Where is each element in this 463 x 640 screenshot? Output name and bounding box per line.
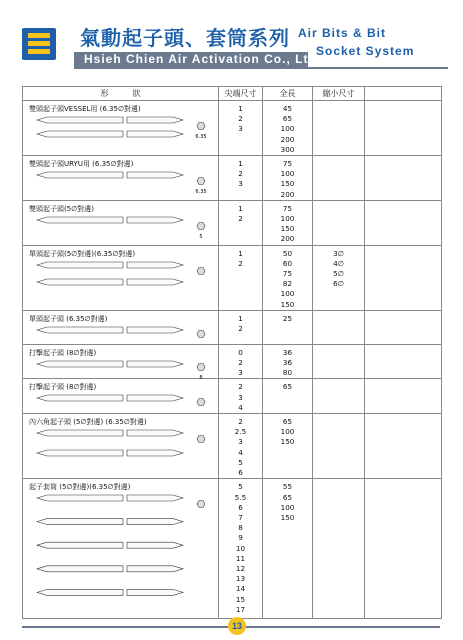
cell-value: 3 xyxy=(238,179,243,189)
bit-shape xyxy=(37,131,183,137)
length-cell xyxy=(263,479,313,619)
bit-shape xyxy=(37,566,183,572)
product-description: 雙頭起子頭(5∅對邊) xyxy=(29,204,95,213)
cell-value: 2 xyxy=(238,358,243,368)
table-row xyxy=(23,156,442,201)
cell-value: 5 xyxy=(238,482,243,492)
blank-cell xyxy=(365,245,442,310)
cell-value: 200 xyxy=(280,189,295,199)
tip-size-cell xyxy=(219,414,263,479)
length-cell xyxy=(263,379,313,414)
bit-shape xyxy=(37,327,183,333)
bit-drawing xyxy=(23,324,213,344)
cell-value: 2.5 xyxy=(234,427,247,437)
cell-value: 65 xyxy=(282,492,293,502)
cell-value: 12 xyxy=(235,563,246,573)
bit-drawing xyxy=(23,358,213,381)
bit-shape xyxy=(37,495,183,501)
bit-shape xyxy=(37,395,183,401)
blank-cell xyxy=(365,414,442,479)
bit-shape xyxy=(37,117,183,123)
shape-cell xyxy=(23,310,219,344)
cell-value: 150 xyxy=(280,512,295,522)
shape-cell xyxy=(23,245,219,310)
table-row xyxy=(23,379,442,414)
shape-cell xyxy=(23,101,219,156)
hex-end-icon xyxy=(197,330,205,337)
table-row xyxy=(23,310,442,344)
cell-value: 75 xyxy=(282,269,293,279)
cell-value: 65 xyxy=(282,417,293,427)
cell-value: 3∅ xyxy=(333,248,344,258)
length-cell xyxy=(263,344,313,379)
cell-value: 2 xyxy=(238,214,243,224)
hex-end-icon xyxy=(197,436,205,443)
cell-value: 45 xyxy=(282,104,293,113)
cell-value: 1 xyxy=(238,203,243,213)
cell-value: 60 xyxy=(282,258,293,268)
cell-value: 13 xyxy=(235,574,246,584)
reduced-size-cell xyxy=(313,245,365,310)
bit-drawing xyxy=(23,492,213,618)
product-description: 單頭起子頭(5∅對邊)(6.35∅對邊) xyxy=(29,249,136,258)
bit-shape xyxy=(37,430,183,436)
cell-value: 36 xyxy=(282,347,293,357)
cell-value: 200 xyxy=(280,234,295,244)
hex-end-icon xyxy=(197,399,205,406)
length-cell xyxy=(263,245,313,310)
blank-cell xyxy=(365,200,442,245)
page-title-english-line1: Air Bits & Bit xyxy=(298,26,387,40)
bit-shape xyxy=(37,172,183,178)
cell-value: 2 xyxy=(238,324,243,334)
cell-value: 100 xyxy=(280,502,295,512)
hex-end-icon xyxy=(197,178,205,185)
hex-end-icon xyxy=(197,123,205,130)
table-row xyxy=(23,200,442,245)
shape-cell xyxy=(23,479,219,619)
product-description: 起子套筒 (5∅對邊)(6.35∅對邊) xyxy=(29,483,131,492)
product-description: 打擊起子頭 (8∅對邊) xyxy=(29,348,97,357)
drawing-dimension-label: 6.35 xyxy=(195,134,207,140)
cell-value: 1 xyxy=(238,104,243,113)
header-blank xyxy=(365,87,442,101)
product-description: 單頭起子頭 (6.35∅對邊) xyxy=(29,314,108,323)
cell-value: 150 xyxy=(280,224,295,234)
bit-drawing xyxy=(23,169,213,195)
bit-drawing xyxy=(23,392,213,412)
cell-value: 7 xyxy=(238,512,243,522)
shape-cell xyxy=(23,200,219,245)
blank-cell xyxy=(365,344,442,379)
product-description: 雙頭起子頭VESSEL用 (6.35∅對邊) xyxy=(29,105,141,113)
cell-value: 55 xyxy=(282,482,293,492)
shape-cell xyxy=(23,344,219,379)
page-number: 13 xyxy=(228,617,246,635)
cell-value: 14 xyxy=(235,584,246,594)
bit-shape xyxy=(37,590,183,596)
cell-value: 82 xyxy=(282,279,293,289)
cell-value: 150 xyxy=(280,179,295,189)
cell-value: 4 xyxy=(238,402,243,412)
cell-value: 3 xyxy=(238,368,243,378)
cell-value: 80 xyxy=(282,368,293,378)
brand-logo xyxy=(22,28,56,60)
table-row xyxy=(23,101,442,156)
header-rule xyxy=(74,67,448,69)
bit-shape xyxy=(37,542,183,548)
header-shape: 形 狀 xyxy=(23,87,219,101)
blank-cell xyxy=(365,156,442,201)
cell-value: 11 xyxy=(235,553,246,563)
reduced-size-cell xyxy=(313,156,365,201)
cell-value: 65 xyxy=(282,114,293,124)
hex-end-icon xyxy=(197,267,205,274)
bit-shape xyxy=(37,262,183,268)
reduced-size-cell xyxy=(313,379,365,414)
cell-value: 1 xyxy=(238,248,243,258)
bit-shape xyxy=(37,217,183,223)
cell-value: 100 xyxy=(280,427,295,437)
header-tip-size: 尖端尺寸 xyxy=(219,87,263,101)
cell-value: 75 xyxy=(282,203,293,213)
cell-value: 300 xyxy=(280,144,295,154)
hex-end-icon xyxy=(197,363,205,370)
product-spec-table xyxy=(22,86,442,619)
cell-value: 3 xyxy=(238,392,243,402)
cell-value: 1 xyxy=(238,159,243,169)
cell-value: 9 xyxy=(238,533,243,543)
cell-value: 6 xyxy=(238,502,243,512)
blank-cell xyxy=(365,101,442,156)
cell-value: 17 xyxy=(235,604,246,614)
header-total-length: 全長 xyxy=(263,87,313,101)
shape-cell xyxy=(23,379,219,414)
hex-end-icon xyxy=(197,501,205,508)
table-row xyxy=(23,479,442,619)
table-row xyxy=(23,344,442,379)
cell-value: 4∅ xyxy=(333,258,344,268)
tip-size-cell xyxy=(219,101,263,156)
length-cell xyxy=(263,200,313,245)
cell-value: 150 xyxy=(280,437,295,447)
cell-value: 2 xyxy=(238,417,243,427)
reduced-size-cell xyxy=(313,200,365,245)
header-reduced-size: 縮小尺寸 xyxy=(313,87,365,101)
tip-size-cell xyxy=(219,310,263,344)
cell-value: 65 xyxy=(282,382,293,392)
bit-shape xyxy=(37,519,183,525)
tip-size-cell xyxy=(219,156,263,201)
cell-value: 100 xyxy=(280,289,295,299)
table-row xyxy=(23,245,442,310)
cell-value: 5.5 xyxy=(234,492,247,502)
cell-value: 0 xyxy=(238,347,243,357)
cell-value: 15 xyxy=(235,594,246,604)
cell-value: 36 xyxy=(282,358,293,368)
length-cell xyxy=(263,101,313,156)
length-cell xyxy=(263,310,313,344)
drawing-dimension-label: 5 xyxy=(199,233,203,240)
bit-drawing xyxy=(23,259,213,301)
reduced-size-cell xyxy=(313,479,365,619)
bit-drawing xyxy=(23,114,213,150)
cell-value: 6∅ xyxy=(333,279,344,289)
product-description: 打擊起子頭 (8∅對邊) xyxy=(29,383,97,392)
cell-value: 75 xyxy=(282,159,293,169)
length-cell xyxy=(263,414,313,479)
blank-cell xyxy=(365,379,442,414)
cell-value: 1 xyxy=(238,313,243,323)
tip-size-cell xyxy=(219,379,263,414)
shape-cell xyxy=(23,414,219,479)
cell-value: 2 xyxy=(238,169,243,179)
drawing-dimension-label: 8 xyxy=(199,374,203,381)
tip-size-cell xyxy=(219,479,263,619)
reduced-size-cell xyxy=(313,344,365,379)
bit-drawing xyxy=(23,214,213,240)
hex-end-icon xyxy=(197,222,205,229)
shape-cell xyxy=(23,156,219,201)
product-description: 內六角起子頭 (5∅對邊) (6.35∅對邊) xyxy=(29,418,147,427)
cell-value: 5 xyxy=(238,457,243,467)
table-header-row xyxy=(23,87,442,101)
bit-shape xyxy=(37,361,183,367)
cell-value: 3 xyxy=(238,124,243,134)
cell-value: 200 xyxy=(280,134,295,144)
blank-cell xyxy=(365,479,442,619)
cell-value: 5∅ xyxy=(333,269,344,279)
bit-drawing xyxy=(23,427,213,475)
page-title-english-line2: Socket System xyxy=(316,44,415,58)
cell-value: 25 xyxy=(282,313,293,323)
cell-value: 3 xyxy=(238,437,243,447)
tip-size-cell xyxy=(219,200,263,245)
cell-value: 100 xyxy=(280,214,295,224)
cell-value: 100 xyxy=(280,124,295,134)
cell-value: 2 xyxy=(238,382,243,392)
length-cell xyxy=(263,156,313,201)
bit-shape xyxy=(37,450,183,456)
page-title-chinese: 氣動起子頭、套筒系列 xyxy=(80,26,290,50)
reduced-size-cell xyxy=(313,101,365,156)
blank-cell xyxy=(365,310,442,344)
cell-value: 10 xyxy=(235,543,246,553)
cell-value: 8 xyxy=(238,523,243,533)
cell-value: 100 xyxy=(280,169,295,179)
cell-value: 2 xyxy=(238,114,243,124)
drawing-dimension-label: 6.35 xyxy=(195,189,207,196)
cell-value: 4 xyxy=(238,447,243,457)
table-row xyxy=(23,414,442,479)
cell-value: 6 xyxy=(238,468,243,478)
cell-value: 2 xyxy=(238,258,243,268)
bit-shape xyxy=(37,279,183,285)
product-description: 雙頭起子頭URYU用 (6.35∅對邊) xyxy=(29,160,134,169)
cell-value: 150 xyxy=(280,299,295,309)
reduced-size-cell xyxy=(313,414,365,479)
tip-size-cell xyxy=(219,245,263,310)
reduced-size-cell xyxy=(313,310,365,344)
company-band xyxy=(74,52,322,67)
cell-value: 50 xyxy=(282,248,293,258)
tip-size-cell xyxy=(219,344,263,379)
company-name: Hsieh Chien Air Activation Co., Ltd. xyxy=(84,52,322,66)
